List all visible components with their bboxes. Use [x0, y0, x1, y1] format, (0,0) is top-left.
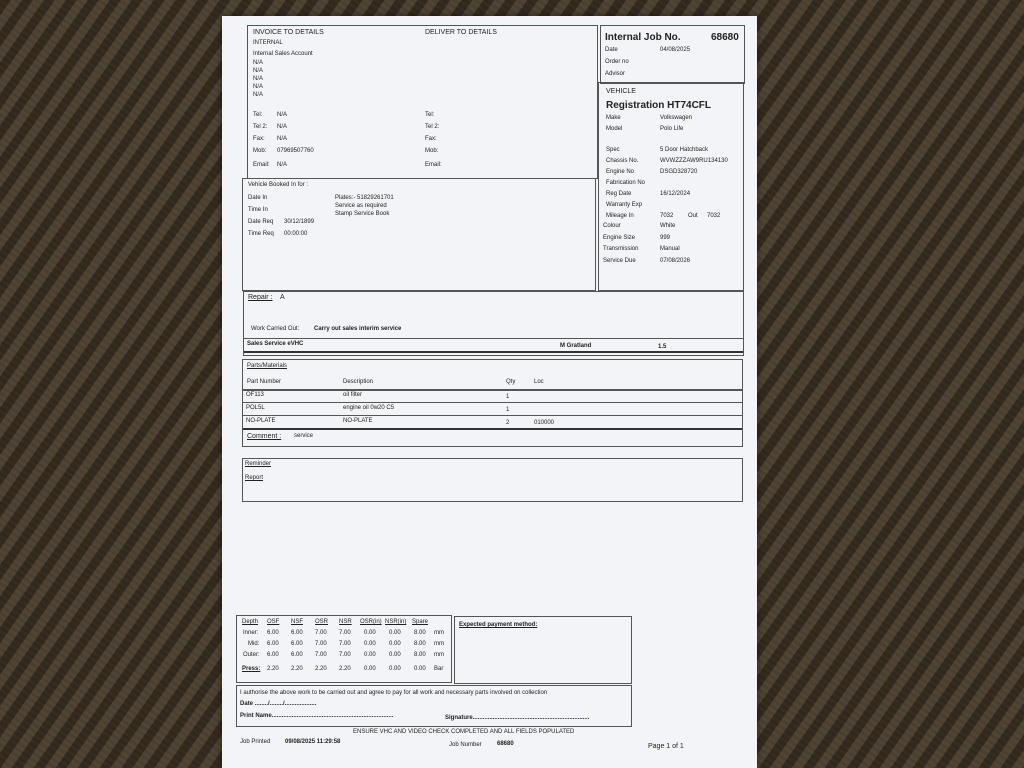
tyre-cell: 0.00: [389, 630, 401, 636]
make-value: Volkswagen: [660, 115, 693, 121]
warranty-label: Warranty Exp: [606, 202, 643, 208]
tyre-cell: 6.00: [291, 652, 303, 658]
part-number: NO-PLATE: [246, 418, 276, 424]
authorise-text: I authorise the above work to be carried out and agree to pay for all work and necessary parts involved on collection: [240, 690, 548, 696]
model-value: Polo Life: [660, 126, 684, 132]
tyre-cell: 0.00: [364, 666, 376, 672]
transmission-label: Transmission: [603, 246, 639, 252]
repair-bottom-rule: [244, 351, 743, 353]
invoice-name: INTERNAL: [253, 40, 283, 46]
tyre-cell: 6.00: [267, 630, 279, 636]
tyre-cell: 7.00: [315, 641, 327, 647]
authorise-box: [236, 685, 632, 727]
part-loc: 010000: [534, 420, 555, 426]
address-line: N/A: [253, 92, 264, 98]
contact-label-email: Email:: [253, 162, 270, 168]
mileage-in: 7032: [660, 213, 674, 219]
engine-size-value: 999: [660, 235, 671, 241]
tyre-cell: 7.00: [339, 630, 351, 636]
table-row: [243, 416, 742, 430]
tyre-cell: Mid:: [248, 641, 260, 647]
service-due-value: 07/08/2026: [660, 258, 691, 264]
reg-date-value: 16/12/2024: [660, 191, 691, 197]
booking-box: [242, 178, 596, 291]
repair-box: [243, 291, 744, 356]
invoice-details-box: [247, 25, 598, 179]
part-description: oil filter: [343, 392, 363, 398]
tyre-cell: Outer:: [243, 652, 260, 658]
ensure-notice: ENSURE VHC AND VIDEO CHECK COMPLETED AND ALL FIELDS POPULATED: [353, 729, 575, 735]
tyre-cell: 8.00: [414, 630, 426, 636]
tyre-cell: 0.00: [389, 641, 401, 647]
tyre-cell: 7.00: [339, 652, 351, 658]
job-title: Internal Job No.: [605, 32, 681, 43]
date-req-label: Date Req: [248, 219, 274, 225]
job-date: 04/08/2025: [660, 47, 691, 53]
contact-value-tel2: N/A: [277, 124, 288, 130]
print-name-line: Print Name.........................................................................: [240, 713, 394, 719]
tyre-unit: mm: [434, 641, 444, 647]
contact-label-fax: Fax:: [253, 136, 265, 142]
contact-value-fax: N/A: [277, 136, 288, 142]
booking-note: Plates:- 51829261701: [335, 195, 394, 201]
spec-value: 5 Door Hatchback: [660, 147, 709, 153]
contact-value-tel: N/A: [277, 112, 288, 118]
tyre-col-nsr: NSR: [339, 619, 352, 625]
mileage-label: Mileage In: [606, 213, 634, 219]
contact-label-mob: Mob:: [253, 148, 267, 154]
tyre-cell: 6.00: [267, 641, 279, 647]
part-qty: 1: [506, 394, 510, 400]
repair-hours: 1.5: [658, 344, 667, 350]
parts-box: [242, 359, 743, 447]
tyre-cell: 0.00: [364, 641, 376, 647]
repair-technician: M Gratland: [560, 343, 592, 349]
part-number: OF113: [246, 392, 264, 398]
tyre-cell: 0.00: [414, 666, 426, 672]
tyre-col-osr: OSR: [315, 619, 329, 625]
deliver-tel-label: Tel:: [425, 112, 435, 118]
tyre-col-nsf: NSF: [291, 619, 303, 625]
engine-no-value: DSGD328720: [660, 169, 698, 175]
deliver-to-header: DELIVER TO DETAILS: [425, 29, 497, 36]
advisor-label: Advisor: [605, 71, 626, 77]
tyre-cell: 8.00: [414, 641, 426, 647]
model-label: Model: [606, 126, 623, 132]
mileage-out-label: Out: [688, 213, 698, 219]
fabrication-label: Fabrication No: [606, 180, 646, 186]
reminder-box: [242, 458, 743, 502]
tyre-cell: Press:: [242, 666, 261, 672]
payment-label: Expected payment method:: [459, 622, 538, 628]
tyre-cell: 2.20: [315, 666, 327, 672]
mileage-out: 7032: [707, 213, 721, 219]
colour-label: Colour: [603, 223, 621, 229]
signature-line: Signature......................................................................: [445, 715, 590, 721]
report-label: Report: [245, 475, 264, 481]
tyre-unit: mm: [434, 652, 444, 658]
contact-value-mob: 07969507760: [277, 148, 314, 154]
engine-no-label: Engine No: [606, 169, 635, 175]
address-line: N/A: [253, 76, 264, 82]
address-line: N/A: [253, 68, 264, 74]
table-row: [243, 390, 742, 403]
deliver-fax-label: Fax:: [425, 136, 437, 142]
page-indicator: Page 1 of 1: [648, 743, 684, 750]
vehicle-header: VEHICLE: [606, 88, 636, 95]
registration: Registration HT74CFL: [606, 100, 712, 111]
col-qty: Qty: [506, 379, 516, 385]
tyre-cell: 6.00: [267, 652, 279, 658]
vehicle-box: [598, 82, 744, 291]
work-carried-label: Work Carried Out:: [251, 326, 300, 332]
deliver-tel2-label: Tel 2:: [425, 124, 440, 130]
tyre-cell: 7.00: [339, 641, 351, 647]
part-qty: 1: [506, 407, 510, 413]
job-number-label: Job Number: [449, 742, 482, 748]
reminder-label: Reminder: [245, 461, 272, 467]
tyre-cell: Inner:: [243, 630, 259, 636]
job-date-label: Date: [605, 47, 618, 53]
date-in-label: Date In: [248, 195, 268, 201]
job-printed-label: Job Printed: [240, 739, 271, 745]
order-label: Order no: [605, 59, 629, 65]
job-number-value: 68680: [497, 741, 514, 747]
tyre-cell: 2.20: [339, 666, 351, 672]
job-number: 68680: [711, 32, 739, 43]
job-card-sheet: [222, 16, 757, 768]
date-req-value: 30/12/1899: [284, 219, 315, 225]
transmission-value: Manual: [660, 246, 680, 252]
time-in-label: Time In: [248, 207, 268, 213]
tyre-col-osf: OSF: [267, 619, 280, 625]
repair-label: Repair :: [248, 294, 273, 301]
part-number: POL5L: [246, 405, 265, 411]
repair-line-description: Sales Service eVHC: [247, 341, 304, 347]
tyre-unit: Bar: [434, 666, 444, 672]
contact-label-tel: Tel:: [253, 112, 263, 118]
job-printed-value: 09/08/2025 11:29:58: [285, 739, 341, 745]
service-due-label: Service Due: [603, 258, 636, 264]
repair-divider: [244, 338, 743, 339]
work-carried-value: Carry out sales interim service: [314, 326, 402, 332]
chassis-label: Chassis No.: [606, 158, 639, 164]
chassis-value: WVWZZZAW9RU134130: [660, 158, 728, 164]
contact-value-email: N/A: [277, 162, 288, 168]
payment-box: [454, 616, 632, 684]
time-req-value: 00:00:00: [284, 231, 308, 237]
comment-label: Comment :: [247, 433, 282, 440]
tyre-cell: 6.00: [291, 630, 303, 636]
table-row: [243, 403, 742, 416]
tyre-col-depth: Depth: [242, 619, 259, 625]
tyre-col-spare: Spare: [412, 619, 429, 625]
invoice-account: Internal Sales Account: [253, 51, 313, 57]
booking-header: Vehicle Booked In for :: [248, 182, 309, 188]
deliver-mob-label: Mob:: [425, 148, 439, 154]
tyre-col-nsr-in: NSR(in): [385, 619, 407, 625]
booking-note: Stamp Service Book: [335, 211, 390, 217]
colour-value: White: [660, 223, 676, 229]
tyre-cell: 8.00: [414, 652, 426, 658]
tyre-cell: 7.00: [315, 630, 327, 636]
tyre-cell: 0.00: [389, 666, 401, 672]
tyre-cell: 0.00: [364, 652, 376, 658]
address-line: N/A: [253, 60, 264, 66]
reg-date-label: Reg Date: [606, 191, 632, 197]
tyre-cell: 2.20: [291, 666, 303, 672]
spec-label: Spec: [606, 147, 620, 153]
repair-code: A: [280, 294, 285, 301]
comment-value: service: [294, 433, 314, 439]
booking-note: Service as required: [335, 203, 387, 209]
engine-size-label: Engine Size: [603, 235, 636, 241]
tyre-cell: 7.00: [315, 652, 327, 658]
tyre-depths-box: [236, 615, 452, 683]
time-req-label: Time Req: [248, 231, 274, 237]
parts-header: Parts/Materials: [247, 363, 288, 369]
contact-label-tel2: Tel 2:: [253, 124, 268, 130]
tyre-cell: 0.00: [389, 652, 401, 658]
part-qty: 2: [506, 420, 510, 426]
tyre-cell: 0.00: [364, 630, 376, 636]
address-line: N/A: [253, 84, 264, 90]
tyre-unit: mm: [434, 630, 444, 636]
tyre-col-osr-in: OSR(in): [360, 619, 382, 625]
part-description: engine oil 0w20 C5: [343, 405, 395, 411]
job-info-box: [600, 25, 745, 84]
col-description: Description: [343, 379, 374, 385]
invoice-to-header: INVOICE TO DETAILS: [253, 29, 324, 36]
deliver-email-label: Email:: [425, 162, 442, 168]
tyre-cell: 2.20: [267, 666, 279, 672]
date-line: Date ......../......../...................: [240, 701, 317, 707]
col-loc: Loc: [534, 379, 544, 385]
col-part-number: Part Number: [247, 379, 282, 385]
part-description: NO-PLATE: [343, 418, 373, 424]
make-label: Make: [606, 115, 621, 121]
tyre-cell: 6.00: [291, 641, 303, 647]
